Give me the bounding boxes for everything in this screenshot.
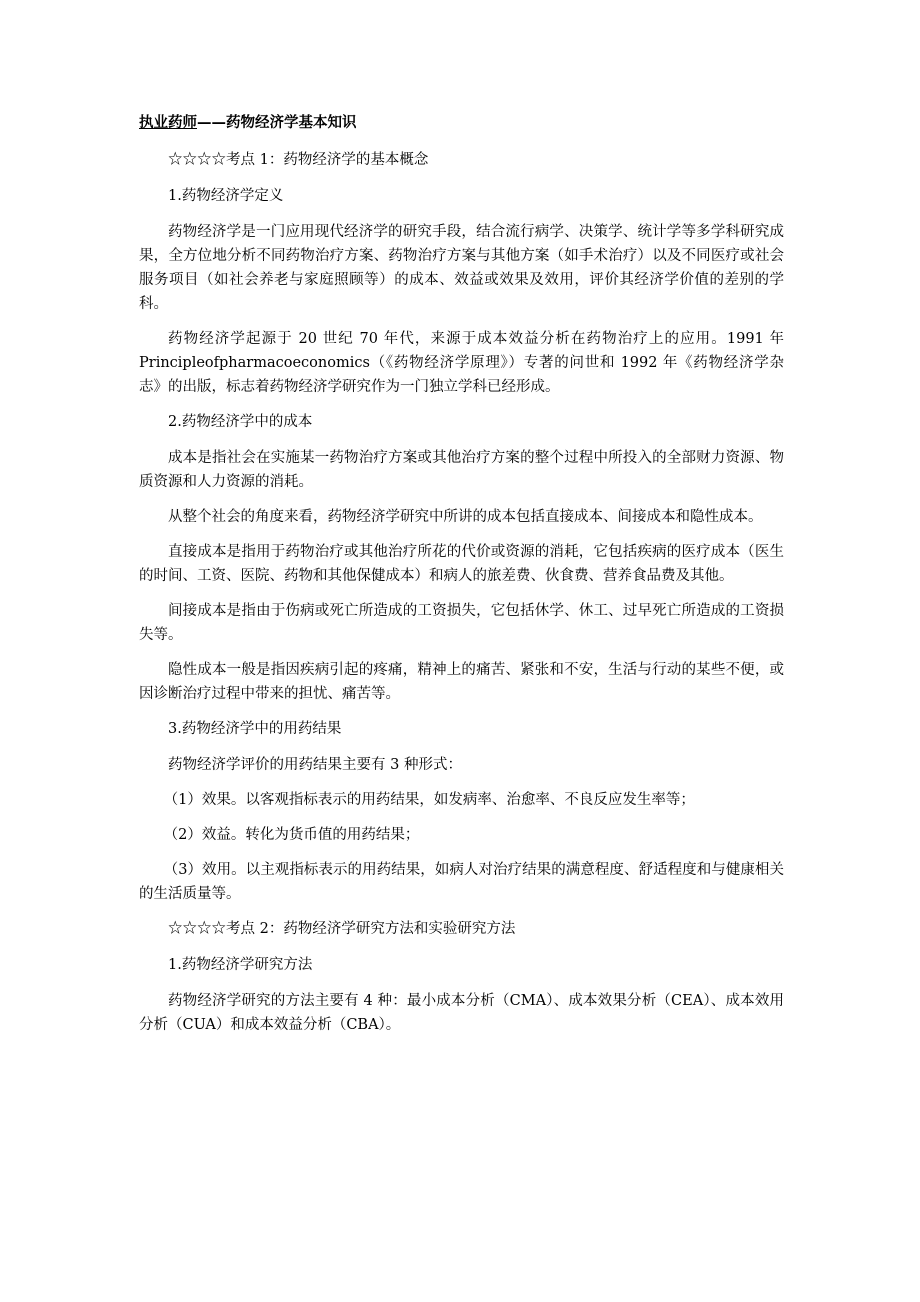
paragraph-cost-types: 从整个社会的角度来看，药物经济学研究中所讲的成本包括直接成本、间接成本和隐性成本。 xyxy=(168,509,763,525)
document-title xyxy=(139,112,784,134)
paragraph-outcome-forms: 药物经济学评价的用药结果主要有 3 种形式： xyxy=(168,757,462,773)
subheading-definition: 1.药物经济学定义 xyxy=(168,188,284,204)
paragraph-direct-cost: 直接成本是指用于药物治疗或其他治疗所花的代价或资源的消耗，它包括疾病的医疗成本（医生的时间、工资、医院、药物和其他保健成本）和病人的旅差费、伙食费、营养食品费及其他。 xyxy=(139,544,784,584)
subheading-cost: 2.药物经济学中的成本 xyxy=(168,414,313,430)
subheading-research-methods: 1.药物经济学研究方法 xyxy=(168,957,313,973)
section-heading-point-1: ☆☆☆☆考点 1：药物经济学的基本概念 xyxy=(168,152,429,168)
paragraph-indirect-cost: 间接成本是指由于伤病或死亡所造成的工资损失，它包括休学、休工、过早死亡所造成的工资损失等。 xyxy=(139,603,784,643)
title-rest-text: ——药物经济学基本知识 xyxy=(197,115,357,131)
subheading-outcomes: 3.药物经济学中的用药结果 xyxy=(168,721,342,737)
paragraph-cost-definition: 成本是指社会在实施某一药物治疗方案或其他治疗方案的整个过程中所投入的全部财力资源、物质资源和人力资源的消耗。 xyxy=(139,450,784,490)
section-heading-point-2: ☆☆☆☆考点 2：药物经济学研究方法和实验研究方法 xyxy=(168,921,516,937)
title-underlined-text: 执业药师 xyxy=(139,115,197,131)
paragraph-research-methods: 药物经济学研究的方法主要有 4 种：最小成本分析（CMA）、成本效果分析（CEA）、成本效用分析（CUA）和成本效益分析（CBA）。 xyxy=(139,993,784,1033)
list-item-effect: （1）效果。以客观指标表示的用药结果，如发病率、治愈率、不良反应发生率等； xyxy=(163,792,695,808)
paragraph-origin: 药物经济学起源于 20 世纪 70 年代，来源于成本效益分析在药物治疗上的应用。1991 年 Principleofpharmacoeconomics（《药物经济学原理》）专著的问世和 1992 年《药物经济学杂志》的出版，标志着药物经济学研究作为一门独立学科已经形成。 xyxy=(139,331,784,395)
document-page xyxy=(139,112,784,1048)
list-item-utility: （3）效用。以主观指标表示的用药结果，如病人对治疗结果的满意程度、舒适程度和与健康相关的生活质量等。 xyxy=(139,862,784,902)
paragraph-definition: 药物经济学是一门应用现代经济学的研究手段，结合流行病学、决策学、统计学等多学科研究成果，全方位地分析不同药物治疗方案、药物治疗方案与其他方案（如手术治疗）以及不同医疗或社会服务项目（如社会养老与家庭照顾等）的成本、效益或效果及效用，评价其经济学价值的差别的学科。 xyxy=(139,224,784,312)
paragraph-hidden-cost: 隐性成本一般是指因疾病引起的疼痛，精神上的痛苦、紧张和不安，生活与行动的某些不便，或因诊断治疗过程中带来的担忧、痛苦等。 xyxy=(139,662,784,702)
list-item-benefit: （2）效益。转化为货币值的用药结果； xyxy=(163,827,420,843)
